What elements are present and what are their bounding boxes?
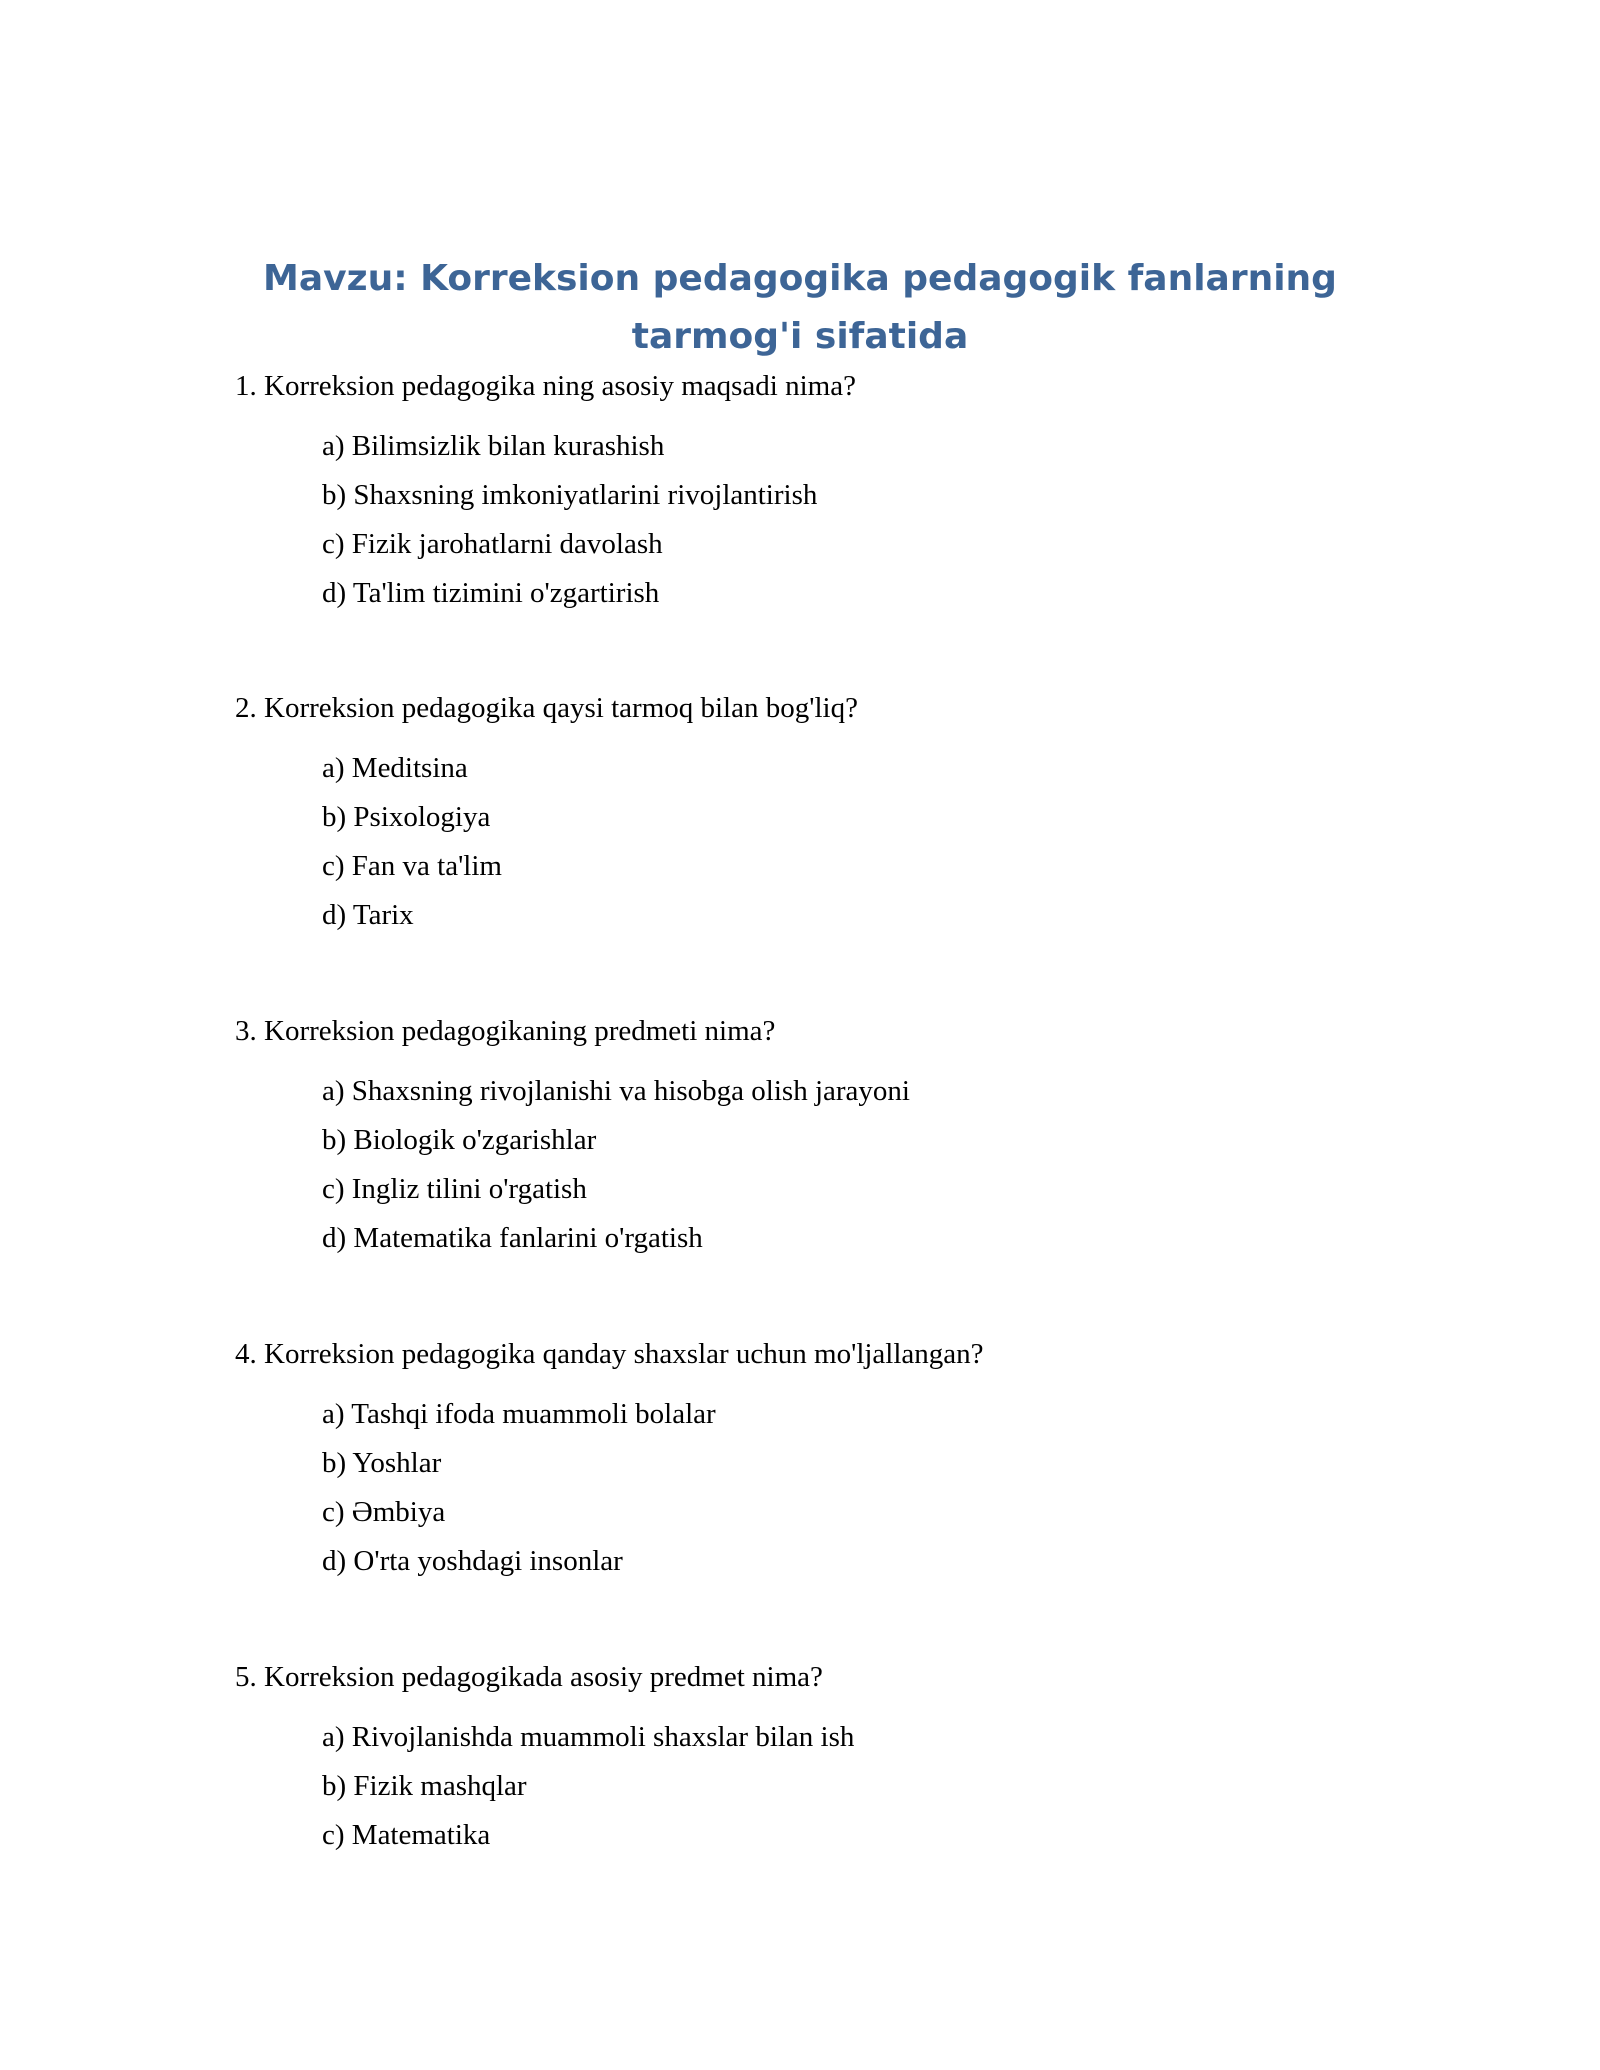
question-text: 4. Korreksion pedagogika qanday shaxslar uchun mo'ljallangan?: [235, 1338, 984, 1370]
answer-option: c) Fan va ta'lim: [322, 850, 502, 882]
answer-option: b) Biologik o'zgarishlar: [322, 1124, 597, 1156]
question-text: 2. Korreksion pedagogika qaysi tarmoq bilan bog'liq?: [235, 692, 858, 724]
question-block: [235, 366, 1435, 618]
answer-options: [235, 1713, 1435, 1860]
answer-option: c) Fizik jarohatlarni davolash: [322, 528, 663, 560]
answer-options: [235, 1067, 1435, 1263]
answer-option: c) Matematika: [322, 1819, 491, 1851]
question-block: [235, 1334, 1435, 1586]
question-block: [235, 1011, 1435, 1263]
answer-option: c) Ingliz tilini o'rgatish: [322, 1173, 587, 1205]
answer-option: b) Psixologiya: [322, 801, 491, 833]
answer-options: [235, 422, 1435, 618]
answer-option: c) Əmbiya: [322, 1496, 446, 1528]
answer-option: a) Rivojlanishda muammoli shaxslar bilan ish: [322, 1721, 855, 1753]
answer-option: a) Tashqi ifoda muammoli bolalar: [322, 1398, 716, 1430]
answer-option: a) Shaxsning rivojlanishi va hisobga olish jarayoni: [322, 1075, 910, 1107]
answer-option: d) Matematika fanlarini o'rgatish: [322, 1222, 703, 1254]
answer-option: b) Fizik mashqlar: [322, 1770, 527, 1802]
question-text: 3. Korreksion pedagogikaning predmeti nima?: [235, 1015, 776, 1047]
answer-option: a) Meditsina: [322, 752, 468, 784]
document-title: Mavzu: Korreksion pedagogika pedagogik fanlarning tarmog'i sifatida: [263, 258, 1337, 357]
question-text: 5. Korreksion pedagogikada asosiy predmet nima?: [235, 1661, 823, 1693]
answer-option: d) O'rta yoshdagi insonlar: [322, 1545, 623, 1577]
answer-option: b) Yoshlar: [322, 1447, 442, 1479]
question-block: [235, 688, 1435, 940]
answer-option: d) Ta'lim tizimini o'zgartirish: [322, 577, 660, 609]
answer-options: [235, 744, 1435, 940]
answer-option: a) Bilimsizlik bilan kurashish: [322, 430, 665, 462]
question-block: [235, 1657, 1435, 1860]
answer-option: b) Shaxsning imkoniyatlarini rivojlantirish: [322, 479, 818, 511]
answer-option: d) Tarix: [322, 899, 414, 931]
question-text: 1. Korreksion pedagogika ning asosiy maqsadi nima?: [235, 370, 856, 402]
answer-options: [235, 1390, 1435, 1586]
